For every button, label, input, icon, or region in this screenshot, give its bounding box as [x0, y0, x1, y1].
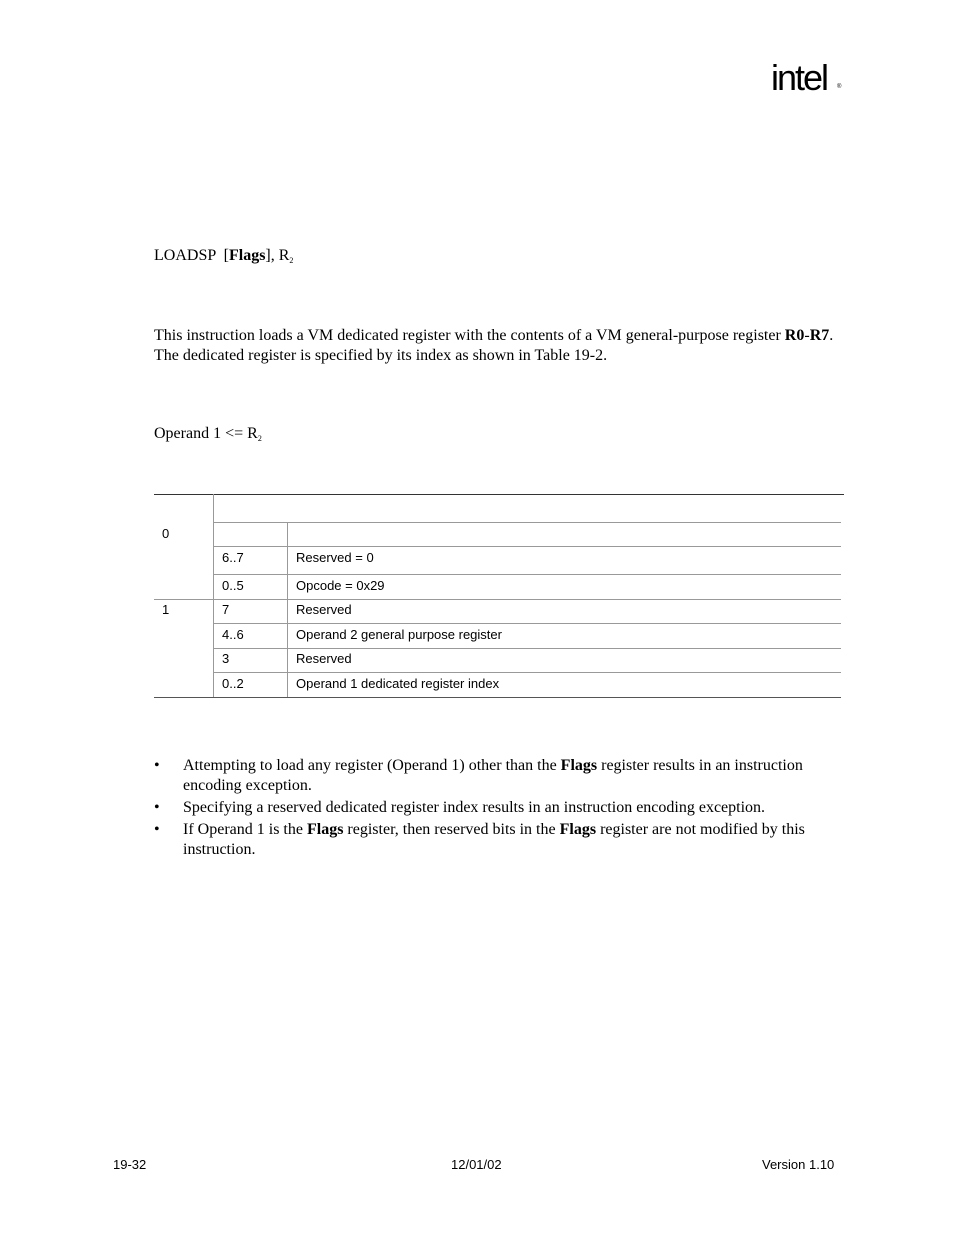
instruction-description: This instruction loads a VM dedicated register with the contents of a VM general-purpose register R0-R7. The dedicated register is specified by its index as shown in Table 19-2.	[154, 327, 834, 364]
bullet-icon: •	[154, 799, 160, 816]
description-cell: Reserved = 0	[296, 550, 374, 565]
column-divider	[213, 494, 214, 698]
row-divider	[213, 522, 841, 523]
bits-cell: 6..7	[222, 550, 244, 565]
row-divider	[213, 546, 841, 547]
bullet-icon: •	[154, 757, 160, 774]
footer-version: Version 1.10	[762, 1157, 835, 1172]
row-divider	[154, 599, 841, 600]
list-item: • Specifying a reserved dedicated register index results in an instruction encoding exception.	[154, 799, 766, 816]
row-divider	[213, 648, 841, 649]
table-bottom-rule	[154, 697, 841, 698]
row-divider	[213, 574, 841, 575]
list-item: • If Operand 1 is the Flags register, then reserved bits in the Flags register are not modified by this instruction.	[154, 821, 805, 858]
description-cell: Operand 2 general purpose register	[296, 627, 502, 642]
description-cell: Reserved	[296, 651, 352, 666]
list-item: • Attempting to load any register (Operand 1) other than the Flags register results in an instruction encoding exception.	[154, 757, 803, 794]
table-top-rule	[154, 494, 844, 495]
bits-cell: 0..2	[222, 676, 244, 691]
logo-registered-mark: ®	[837, 84, 842, 90]
description-cell: Opcode = 0x29	[296, 578, 385, 593]
operand2-name: R	[278, 247, 290, 264]
footer-date: 12/01/02	[451, 1157, 502, 1172]
description-cell: Operand 1 dedicated register index	[296, 676, 500, 691]
bits-cell: 4..6	[222, 627, 244, 642]
mnemonic: LOADSP	[154, 247, 216, 264]
instruction-syntax: LOADSP [Flags], $R_2$	[154, 247, 294, 265]
page-number: 19-32	[113, 1157, 147, 1172]
bits-cell: 0..5	[222, 578, 244, 593]
byte-cell: 1	[162, 602, 170, 617]
byte-cell: 0	[162, 526, 170, 541]
description-cell: Reserved	[296, 602, 352, 617]
operand1-name: Flags	[228, 247, 266, 264]
intel-logo	[771, 58, 845, 104]
logo-text: intel	[771, 57, 828, 98]
bullet-icon: •	[154, 821, 160, 838]
row-divider	[213, 672, 841, 673]
row-divider	[213, 623, 841, 624]
operation-expression: Operand $1 <= R_2$	[154, 425, 262, 443]
behaviors-list	[154, 756, 844, 862]
bits-cell: 3	[222, 651, 230, 666]
bits-cell: 7	[222, 602, 230, 617]
encoding-table	[154, 494, 844, 698]
